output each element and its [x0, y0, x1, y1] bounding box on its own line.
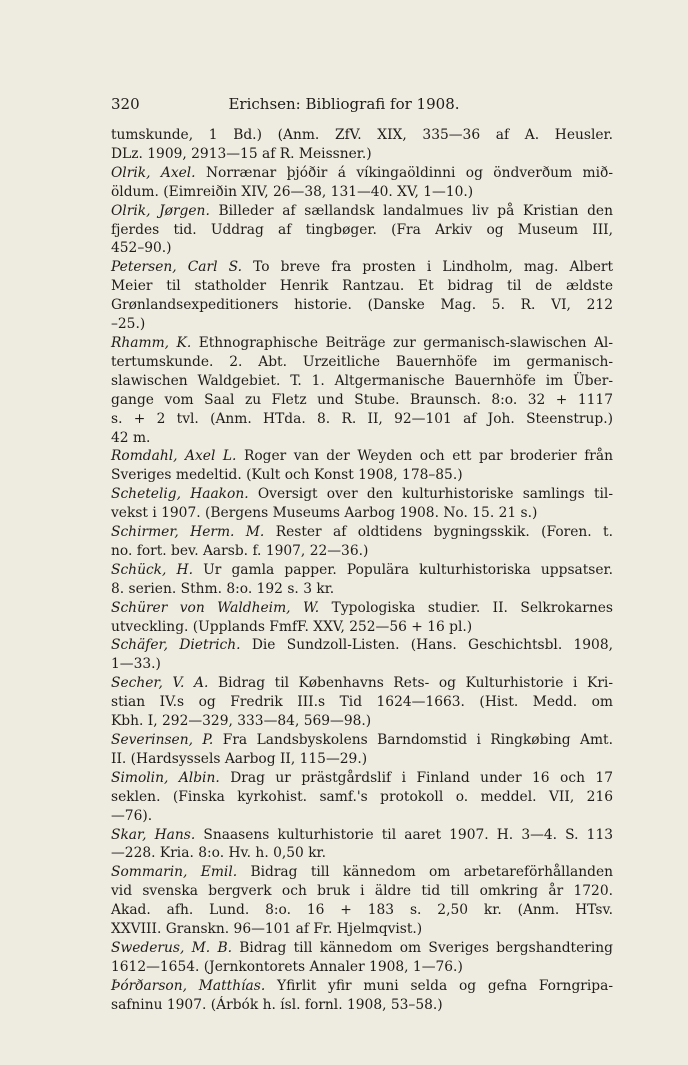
entry-text: —228. Kria. 8:o. Hv. h. 0,50 kr.	[111, 845, 327, 862]
entry-line	[111, 580, 613, 599]
entry-line	[111, 410, 613, 429]
entry-line	[111, 693, 613, 712]
bibliography-entry	[111, 599, 613, 637]
entry-author: Rhamm, K.	[111, 334, 192, 351]
entry-author: Severinsen, P.	[111, 732, 214, 748]
bibliography-entry	[111, 561, 613, 599]
entry-line	[111, 126, 613, 145]
entry-line	[111, 296, 613, 315]
entry-text: Roger van der Weyden och ett par broderier från	[243, 448, 614, 465]
entry-text: s. + 2 tvl. (Anm. HTda. 8. R. II, 92—101 af Joh. Steenstrup.)	[111, 410, 613, 427]
page-header	[0, 94, 688, 114]
entry-author: Schäfer, Dietrich.	[111, 637, 241, 654]
bibliography-entry	[111, 863, 613, 939]
entry-text: stian IV.s og Fredrik III.s Tid 1624—1663. (Hist. Medd. om	[111, 694, 613, 711]
entry-text: Bidrag til Københavns Rets- og Kulturhistorie i Kri-	[218, 675, 613, 692]
entry-line	[111, 712, 613, 731]
entry-line	[111, 372, 613, 391]
entry-line	[111, 826, 613, 845]
bibliography-entry	[111, 258, 613, 334]
entry-text: Bidrag till kännedom om arbetareförhållanden	[250, 864, 613, 881]
entry-author: Romdahl, Axel L.	[111, 448, 237, 465]
entry-line	[111, 844, 613, 863]
entry-text: DLz. 1909, 2913—15 af R. Meissner.)	[111, 145, 372, 162]
entry-author: Olrik, Axel.	[111, 164, 196, 181]
entry-line	[111, 183, 613, 202]
entry-text: vekst i 1907. (Bergens Museums Aarbog 1908. No. 15. 21 s.)	[111, 505, 538, 522]
bibliography-entry	[111, 636, 613, 674]
entry-line	[111, 599, 613, 618]
entry-text: fjerdes tid. Uddrag af tingbøger. (Fra Arkiv og Museum III,	[111, 221, 613, 238]
entry-text: Akad. afh. Lund. 8:o. 16 + 183 s. 2,50 kr. (Anm. HTsv.	[111, 902, 613, 919]
entry-text: 42 m.	[111, 429, 151, 446]
entry-line	[111, 807, 613, 826]
entry-line	[111, 788, 613, 807]
entry-text: 1612—1654. (Jernkontorets Annaler 1908, 1—76.)	[111, 958, 463, 975]
entry-text: tertumskunde. 2. Abt. Urzeitliche Bauernhöfe im germanisch-	[111, 353, 613, 370]
entry-line	[111, 674, 613, 693]
entry-line	[111, 750, 613, 769]
entry-line	[111, 996, 613, 1015]
entry-author: Sommarin, Emil.	[111, 864, 238, 881]
bibliography-entry	[111, 674, 613, 731]
running-title: Erichsen: Bibliografi for 1908.	[228, 95, 460, 113]
entry-line	[111, 731, 613, 750]
entry-line	[111, 277, 613, 296]
entry-text: 1—33.)	[111, 656, 161, 673]
entry-text: To breve fra prosten i Lindholm, mag. Albert	[253, 259, 613, 276]
bibliography-entry	[111, 939, 613, 977]
entry-line	[111, 239, 613, 258]
entry-line	[111, 485, 613, 504]
entry-text: Bidrag till kännedom om Sveriges bergshandtering	[239, 939, 613, 956]
entry-text: Typologiska studier. II. Selkrokarnes	[331, 599, 613, 616]
entry-line	[111, 958, 613, 977]
entry-line	[111, 920, 613, 939]
bibliography-entry	[111, 447, 613, 485]
page-number: 320	[111, 95, 140, 113]
bibliography-entry	[111, 769, 613, 826]
entry-author: Þórðarson, Matthías.	[111, 977, 266, 994]
entry-author: Secher, V. A.	[111, 675, 209, 692]
entry-author: Swederus, M. B.	[111, 939, 232, 956]
entry-text: Drag ur prästgårdslif i Finland under 16 och 17	[230, 769, 613, 786]
entry-text: Fra Landsbyskolens Barndomstid i Ringkøbing Amt.	[222, 732, 613, 748]
entry-text: Billeder af sællandsk landalmues liv på Kristian den	[218, 202, 613, 219]
entry-line	[111, 939, 613, 958]
entry-line	[111, 447, 614, 466]
entry-line	[111, 561, 614, 580]
entry-line	[111, 504, 613, 523]
entry-text: safninu 1907. (Árbók h. ísl. fornl. 1908, 53–58.)	[111, 996, 443, 1013]
entry-line	[111, 315, 613, 334]
entry-line	[111, 882, 613, 901]
entry-text: Ethnographische Beiträge zur germanisch-slawischen Al-	[198, 334, 613, 351]
bibliography-entry	[111, 126, 613, 164]
entry-line	[111, 655, 613, 674]
entry-author: Schetelig, Haakon.	[111, 486, 249, 503]
entry-text: Snaasens kulturhistorie til aaret 1907. H. 3—4. S. 113	[203, 826, 613, 843]
entry-text: 452–90.)	[111, 240, 172, 257]
entry-line	[111, 523, 613, 542]
entry-text: –25.)	[111, 316, 146, 333]
entry-line	[111, 977, 614, 996]
bibliography-entry	[111, 485, 613, 523]
entry-line	[111, 353, 613, 372]
entry-text: —76).	[111, 807, 153, 824]
entry-author: Olrik, Jørgen.	[111, 202, 210, 219]
entry-line	[111, 202, 613, 221]
entry-author: Petersen, Carl S.	[111, 259, 242, 276]
entry-text: Die Sundzoll-Listen. (Hans. Geschichtsbl. 1908,	[251, 637, 614, 654]
entry-line	[111, 542, 613, 561]
entry-text: Sveriges medeltid. (Kult och Konst 1908, 178–85.)	[111, 467, 463, 484]
entry-line	[111, 221, 613, 240]
bibliography-entry	[111, 523, 613, 561]
entry-text: Kbh. I, 292—329, 333—84, 569—98.)	[111, 713, 372, 730]
bibliography-entry	[111, 826, 613, 864]
entry-text: Rester af oldtidens bygningsskik. (Foren. t.	[275, 524, 613, 541]
bibliography-entry	[111, 977, 613, 1015]
entry-text: Yfirlit yfir muni selda og gefna Forngripa-	[277, 977, 614, 994]
bibliography-entry	[111, 731, 613, 769]
entry-text: utveckling. (Upplands FmfF. XXV, 252—56 + 16 pl.)	[111, 618, 473, 635]
entry-line	[111, 429, 613, 448]
entry-line	[111, 334, 613, 353]
entry-text: no. fort. bev. Aarsb. f. 1907, 22—36.)	[111, 542, 369, 559]
entry-line	[111, 769, 613, 788]
bibliography-entries	[111, 126, 613, 1015]
entry-text: Meier til statholder Henrik Rantzau. Et bidrag til de ældste	[111, 278, 613, 295]
entry-text: gange vom Saal zu Fletz und Stube. Braunsch. 8:o. 32 + 1117	[111, 391, 613, 408]
entry-line	[111, 164, 613, 183]
entry-text: Grønlandsexpeditioners historie. (Danske Mag. 5. R. VI, 212	[111, 297, 613, 314]
entry-text: XXVIII. Granskn. 96—101 af Fr. Hjelmqvist.)	[111, 921, 423, 938]
entry-text: tumskunde, 1 Bd.) (Anm. ZfV. XIX, 335—36 af A. Heusler.	[111, 127, 613, 143]
entry-line	[111, 618, 613, 637]
entry-line	[111, 901, 613, 920]
bibliography-entry	[111, 334, 613, 447]
entry-text: seklen. (Finska kyrkohist. samf.'s protokoll o. meddel. VII, 216	[111, 788, 613, 805]
bibliography-entry	[111, 202, 613, 259]
entry-text: öldum. (Eimreiðin XIV, 26—38, 131—40. XV, 1—10.)	[111, 183, 474, 200]
entry-author: Schück, H.	[111, 561, 193, 578]
entry-text: vid svenska bergverk och bruk i äldre tid till omkring år 1720.	[111, 883, 613, 900]
entry-line	[111, 258, 613, 277]
entry-author: Schirmer, Herm. M.	[111, 524, 265, 541]
entry-line	[111, 863, 613, 882]
entry-text: Norrænar þjóðir á víkingaöldinni og öndverðum mið-	[205, 164, 613, 181]
entry-text: Oversigt over den kulturhistoriske samlings til-	[257, 486, 613, 503]
entry-text: Ur gamla papper. Populära kulturhistoriska uppsatser.	[203, 561, 614, 578]
entry-line	[111, 636, 614, 655]
entry-line	[111, 145, 613, 164]
entry-line	[111, 391, 613, 410]
entry-text: 8. serien. Sthm. 8:o. 192 s. 3 kr.	[111, 580, 335, 597]
entry-author: Skar, Hans.	[111, 826, 196, 843]
entry-text: slawischen Waldgebiet. T. 1. Altgermanische Bauernhöfe im Über-	[111, 372, 613, 389]
entry-author: Simolin, Albin.	[111, 769, 220, 786]
bibliography-entry	[111, 164, 613, 202]
entry-line	[111, 466, 613, 485]
entry-text: II. (Hardsyssels Aarbog II, 115—29.)	[111, 750, 368, 767]
entry-author: Schürer von Waldheim, W.	[111, 599, 320, 616]
